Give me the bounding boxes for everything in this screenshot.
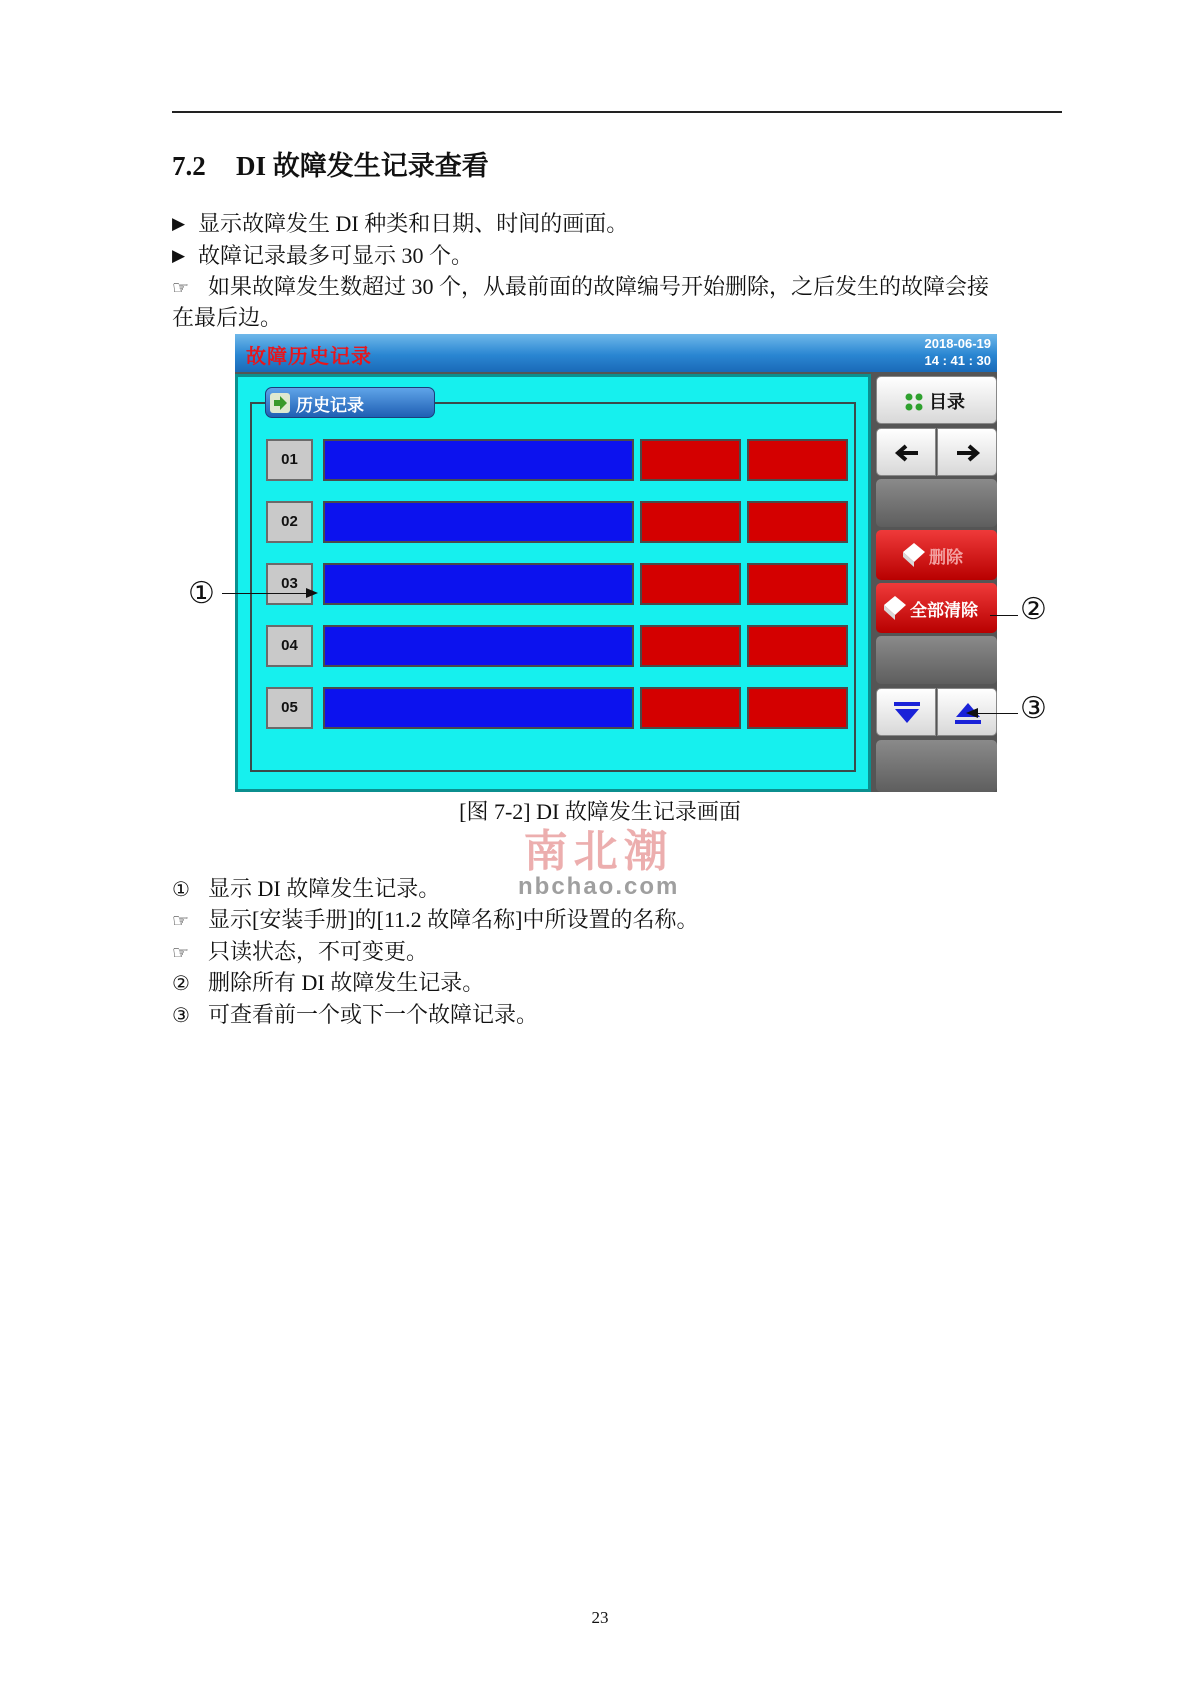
- record-index: 04: [266, 625, 313, 667]
- delete-button[interactable]: [876, 530, 997, 580]
- record-name-cell: [323, 501, 634, 543]
- history-panel: [235, 374, 871, 792]
- intro-line: [172, 208, 628, 239]
- section-number: 7.2: [172, 151, 206, 181]
- pointing-hand-icon: ☞: [172, 942, 190, 964]
- record-name-cell: [323, 625, 634, 667]
- note-line: [172, 873, 440, 905]
- pointing-hand-icon: ☞: [172, 910, 190, 932]
- blank-button: [876, 636, 997, 684]
- arrow-right-icon: [955, 443, 981, 463]
- record-date-cell: [640, 501, 741, 543]
- note-text: 显示 DI 故障发生记录。: [208, 876, 441, 901]
- intro-text: 显示故障发生 DI 种类和日期、时间的画面。: [198, 211, 629, 236]
- blank-button: [876, 740, 997, 792]
- page-number: 23: [591, 1608, 609, 1627]
- note-line: [172, 936, 428, 969]
- triangle-down-icon: [893, 701, 921, 725]
- record-name-cell: [323, 563, 634, 605]
- next-page-button[interactable]: [937, 428, 997, 476]
- bullet-icon: ▶: [172, 246, 186, 265]
- blank-button: [876, 479, 997, 527]
- callout-1-line: [222, 593, 314, 594]
- screen-title: 故障历史记录: [246, 346, 372, 368]
- menu-button[interactable]: [876, 376, 997, 424]
- history-tab: [265, 387, 435, 418]
- record-row: [266, 687, 846, 729]
- bullet-icon: ▶: [172, 214, 186, 233]
- callout-3: ③: [1020, 691, 1047, 726]
- header-rule: [172, 111, 1062, 113]
- record-date-cell: [640, 563, 741, 605]
- record-index: 03: [266, 563, 313, 605]
- note-marker: ③: [172, 1003, 190, 1027]
- record-date-cell: [640, 687, 741, 729]
- intro-line: [172, 271, 989, 304]
- callout-3-line: [972, 713, 1018, 714]
- side-button-bar: [873, 374, 997, 792]
- hmi-screen: [235, 334, 997, 792]
- four-dots-icon: [905, 393, 923, 411]
- record-index: 01: [266, 439, 313, 481]
- clear-all-button[interactable]: [876, 583, 997, 633]
- watermark-en: nbchao.com: [518, 873, 680, 900]
- history-tab-label: 历史记录: [296, 396, 364, 415]
- menu-button-label: 目录: [929, 392, 965, 412]
- eraser-icon: [902, 542, 926, 568]
- section-heading: [172, 144, 489, 183]
- record-index: 05: [266, 687, 313, 729]
- clear-all-button-label: 全部清除: [910, 601, 978, 620]
- prev-page-button[interactable]: [876, 428, 936, 476]
- pointing-hand-icon: ☞: [172, 277, 190, 299]
- callout-1: ①: [188, 576, 215, 611]
- delete-button-label: 删除: [929, 548, 963, 567]
- screen-title-bar: [235, 334, 997, 372]
- record-date-cell: [640, 439, 741, 481]
- next-record-button[interactable]: [876, 688, 936, 736]
- intro-text: 故障记录最多可显示 30 个。: [198, 243, 474, 268]
- intro-text: 在最后边。: [172, 305, 283, 330]
- record-time-cell: [747, 687, 848, 729]
- record-time-cell: [747, 563, 848, 605]
- intro-line: [172, 240, 473, 271]
- callout-arrow-icon: [966, 708, 978, 718]
- note-marker: ①: [172, 877, 190, 901]
- watermark-cn: 南北潮: [523, 826, 674, 877]
- note-marker: ②: [172, 971, 190, 995]
- note-text: 删除所有 DI 故障发生记录。: [208, 970, 485, 995]
- screen-time: 14 : 41 : 30: [924, 353, 991, 368]
- note-text: 只读状态，不可变更。: [208, 939, 429, 964]
- record-row: [266, 439, 846, 481]
- record-time-cell: [747, 625, 848, 667]
- record-row: [266, 563, 846, 605]
- figure-caption: [图 7-2] DI 故障发生记录画面: [459, 799, 741, 824]
- callout-arrow-icon: [306, 588, 318, 598]
- intro-text: 如果故障发生数超过 30 个，从最前面的故障编号开始删除，之后发生的故障会接: [208, 274, 990, 299]
- intro-line: [172, 302, 282, 333]
- record-name-cell: [323, 687, 634, 729]
- eraser-icon: [883, 595, 907, 621]
- page-nav-buttons: [876, 428, 997, 476]
- record-index: 02: [266, 501, 313, 543]
- watermark: [518, 815, 679, 901]
- note-text: 可查看前一个或下一个故障记录。: [208, 1002, 539, 1027]
- note-line: [172, 999, 538, 1031]
- note-line: [172, 904, 699, 937]
- section-title: DI 故障发生记录查看: [236, 151, 489, 181]
- note-text: 显示[安装手册]的[11.2 故障名称]中所设置的名称。: [208, 907, 699, 932]
- record-nav-buttons: [876, 688, 997, 736]
- record-row: [266, 501, 846, 543]
- record-time-cell: [747, 501, 848, 543]
- record-row: [266, 625, 846, 667]
- callout-2: ②: [1020, 592, 1047, 627]
- record-name-cell: [323, 439, 634, 481]
- screen-date: 2018-06-19: [924, 336, 991, 351]
- callout-2-line: [990, 615, 1018, 616]
- record-time-cell: [747, 439, 848, 481]
- arrow-right-icon: [270, 393, 290, 413]
- arrow-left-icon: [894, 443, 920, 463]
- record-date-cell: [640, 625, 741, 667]
- note-line: [172, 967, 484, 999]
